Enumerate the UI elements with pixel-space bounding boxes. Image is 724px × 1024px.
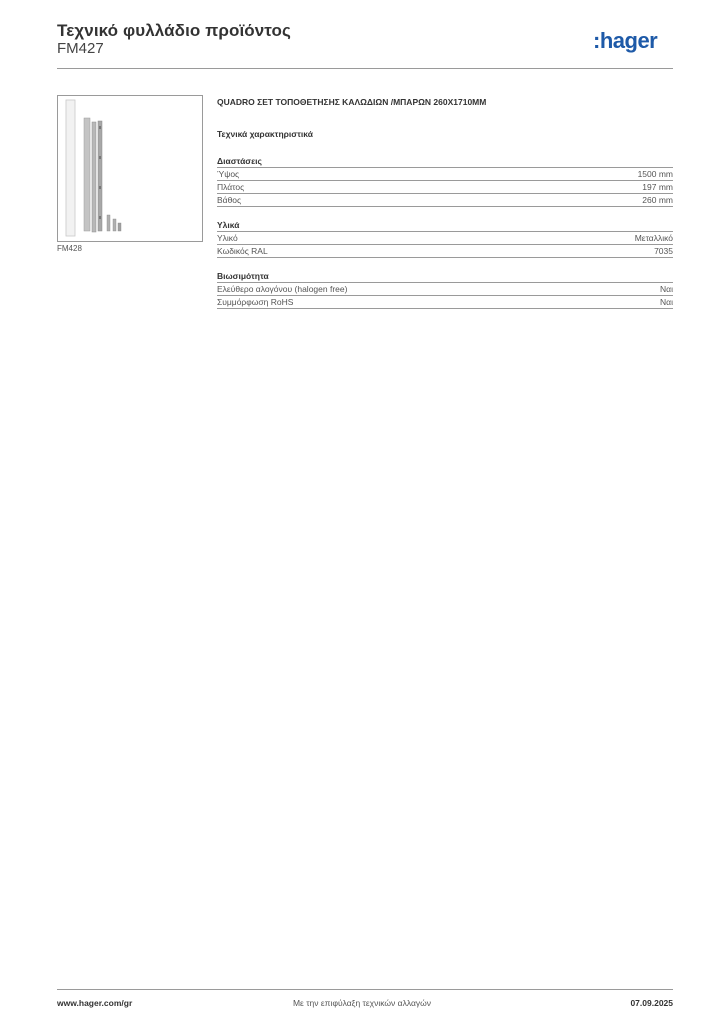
- spec-label: Ελεύθερο αλογόνου (halogen free): [217, 284, 348, 294]
- spec-value: Ναι: [660, 284, 673, 294]
- product-image: [57, 95, 203, 242]
- spec-value: Μεταλλικό: [634, 233, 673, 243]
- hager-logo: :hager: [593, 28, 658, 53]
- section-materials: [217, 219, 673, 258]
- section-title: Διαστάσεις: [217, 155, 673, 168]
- spec-label: Πλάτος: [217, 182, 245, 192]
- spec-row: [217, 283, 673, 296]
- spec-row: [217, 245, 673, 258]
- spec-row: [217, 232, 673, 245]
- spec-value: 197 mm: [642, 182, 673, 192]
- footer-website-link[interactable]: www.hager.com/gr: [57, 998, 133, 1008]
- section-title: Βιωσιμότητα: [217, 270, 673, 283]
- spec-label: Ύψος: [217, 169, 240, 179]
- footer-notice: Με την επιφύλαξη τεχνικών αλλαγών: [292, 998, 432, 1008]
- section-dimensions: [217, 155, 673, 207]
- section-sustainability: [217, 270, 673, 309]
- document-title: Τεχνικό φυλλάδιο προϊόντος: [57, 21, 291, 40]
- spec-value: Ναι: [660, 297, 673, 307]
- spec-value: 1500 mm: [637, 169, 673, 179]
- spec-row: [217, 194, 673, 207]
- product-details: [217, 97, 673, 309]
- product-title: QUADRO ΣΕΤ ΤΟΠΟΘΕΤΗΣΗΣ ΚΑΛΩΔΙΩΝ /ΜΠΑΡΩΝ 260X1710MM: [217, 97, 487, 107]
- header-divider: [57, 68, 673, 69]
- spec-row: [217, 181, 673, 194]
- image-caption: FM428: [57, 244, 82, 253]
- spec-value: 7035: [654, 246, 673, 256]
- technical-characteristics-heading: Τεχνικά χαρακτηριστικά: [217, 129, 313, 139]
- spec-row: [217, 296, 673, 309]
- footer-divider: [57, 989, 673, 990]
- spec-label: Βάθος: [217, 195, 242, 205]
- product-code: FM427: [57, 40, 104, 57]
- spec-row: [217, 168, 673, 181]
- spec-label: Υλικό: [217, 233, 238, 243]
- spec-label: Συμμόρφωση RoHS: [217, 297, 294, 307]
- footer-date: 07.09.2025: [630, 998, 673, 1008]
- section-title: Υλικά: [217, 219, 673, 232]
- spec-value: 260 mm: [642, 195, 673, 205]
- product-illustration: [58, 96, 202, 241]
- spec-label: Κωδικός RAL: [217, 246, 268, 256]
